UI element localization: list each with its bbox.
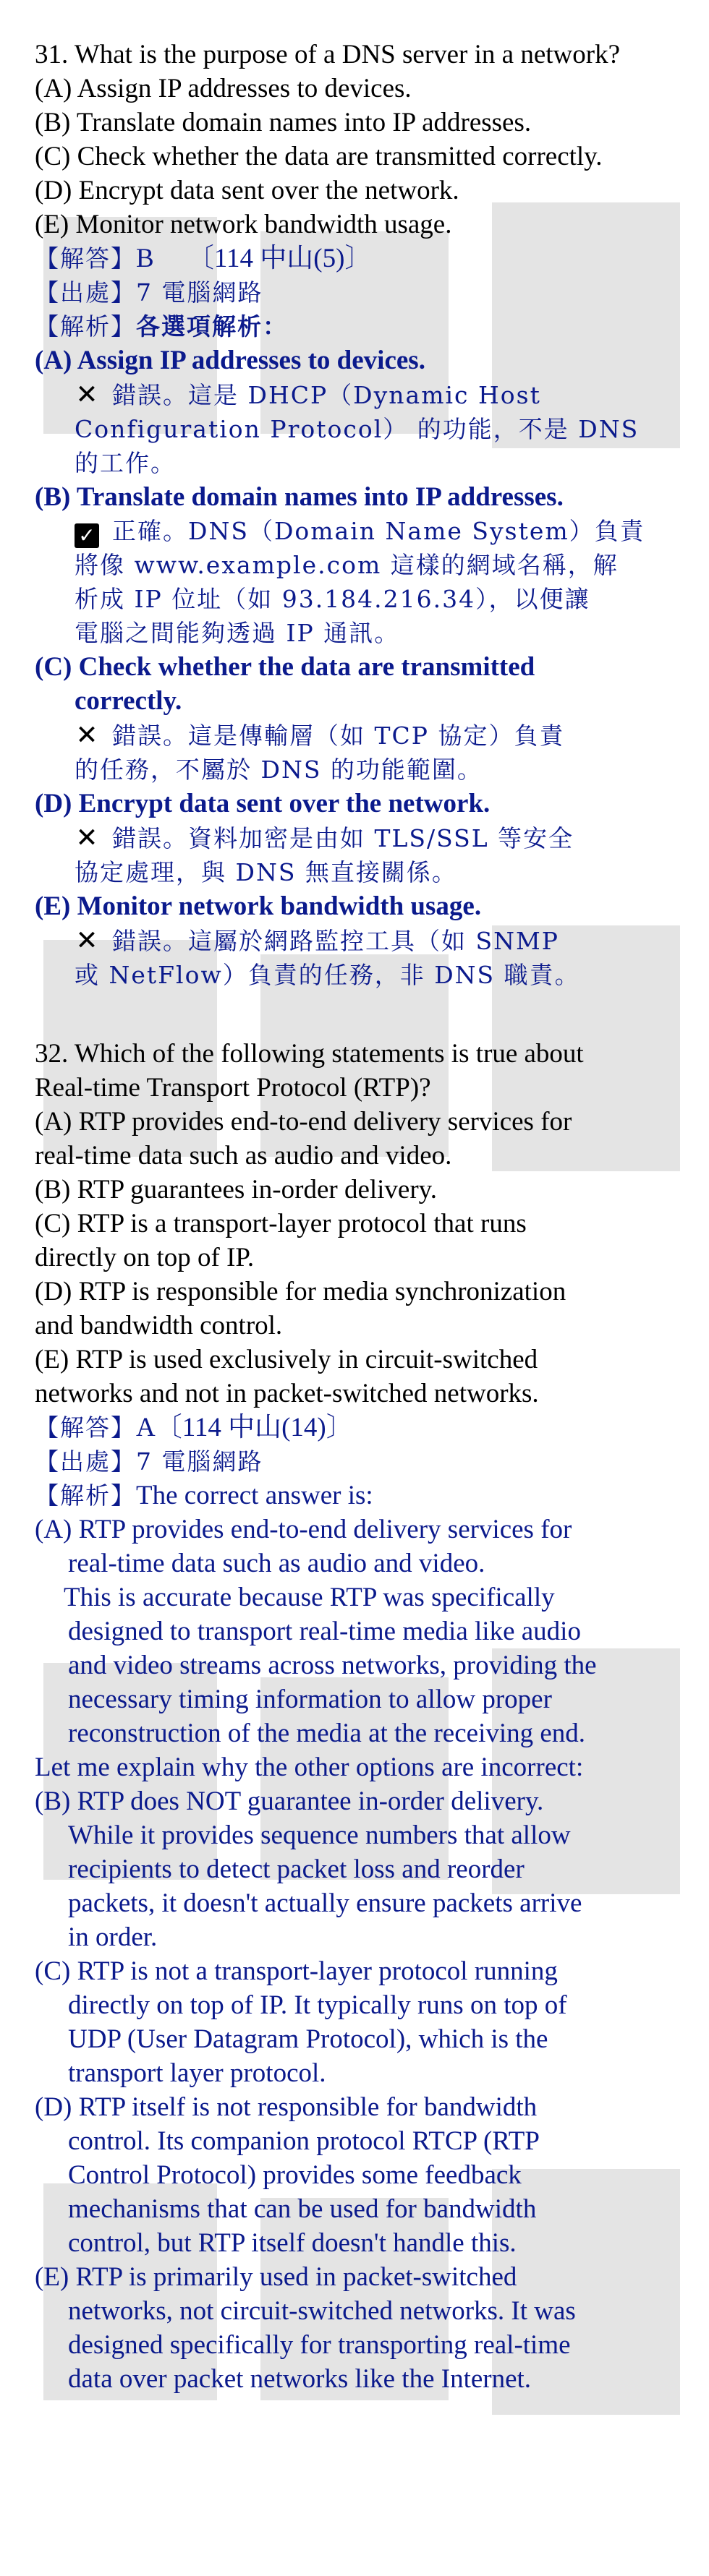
explain-line: control, but RTP itself doesn't handle this. [68, 2228, 517, 2258]
explain-line: (A) RTP provides end-to-end delivery services for [35, 1515, 572, 1544]
explain-block-b [35, 1784, 695, 1954]
explain-heading-b: (B) Translate domain names into IP addresses. [35, 482, 564, 512]
cross-icon: ✕ [75, 379, 98, 410]
answer-tag: 【解答】 [35, 1413, 136, 1442]
analysis-line [35, 309, 695, 343]
source-line [35, 275, 695, 309]
answer-value: A〔114 中山(14)〕 [136, 1413, 353, 1442]
explain-line: ✕ 錯誤。這屬於網路監控工具（如 SNMP [75, 925, 559, 956]
explain-line: mechanisms that can be used for bandwidth [68, 2194, 537, 2224]
explain-line: directly on top of IP. It typically runs on top of [68, 1990, 567, 2020]
answer-line [35, 1411, 695, 1445]
answer-line [35, 241, 695, 275]
option-b: (B) Translate domain names into IP addresses. [35, 108, 532, 137]
explain-line: designed to transport real-time media like audio [68, 1617, 581, 1646]
explain-line: networks, not circuit-switched networks. It was [68, 2296, 576, 2326]
explain-heading-e: (E) Monitor network bandwidth usage. [35, 891, 482, 921]
answer-value: B 〔114 中山(5)〕 [136, 244, 372, 273]
explain-heading-d: (D) Encrypt data sent over the network. [35, 789, 491, 818]
explain-line: Configuration Protocol） 的功能，不是 DNS [75, 415, 640, 443]
option-d: (D) RTP is responsible for media synchronization [35, 1277, 566, 1306]
analysis-tag: 【解析】 [35, 312, 136, 341]
option-c: (C) Check whether the data are transmitted correctly. [35, 142, 603, 171]
option-c-cont: directly on top of IP. [35, 1243, 255, 1272]
explain-line: Control Protocol) provides some feedback [68, 2160, 522, 2190]
intro-other: Let me explain why the other options are incorrect: [35, 1753, 584, 1782]
option-c: (C) RTP is a transport-layer protocol that runs [35, 1209, 527, 1238]
option-d: (D) Encrypt data sent over the network. [35, 176, 459, 205]
explain-block-c [35, 1954, 695, 2090]
option-a: (A) Assign IP addresses to devices. [35, 74, 412, 103]
explain-line: ✕ 錯誤。資料加密是由如 TLS/SSL 等安全 [75, 822, 574, 853]
cross-icon: ✕ [75, 822, 98, 853]
analysis-value: 各選項解析： [136, 312, 288, 341]
question-31 [35, 38, 695, 992]
explain-line: 協定處理，與 DNS 無直接關係。 [75, 858, 457, 886]
check-icon: ✓ [75, 523, 99, 548]
option-e: (E) RTP is used exclusively in circuit-switched [35, 1345, 538, 1374]
option-d-cont: and bandwidth control. [35, 1311, 283, 1340]
analysis-tag: 【解析】 [35, 1481, 136, 1510]
explain-line: ✓ 正確。DNS（Domain Name System）負責 [35, 514, 695, 548]
explain-block-e [35, 2260, 695, 2396]
explain-heading-a: (A) Assign IP addresses to devices. [35, 346, 425, 375]
cross-icon: ✕ [75, 719, 98, 750]
explain-line: and video streams across networks, providing the [68, 1651, 597, 1680]
explain-line: 的任務，不屬於 DNS 的功能範圍。 [75, 756, 483, 784]
analysis-line [35, 1479, 695, 1512]
explain-heading-c: (C) Check whether the data are transmitted [35, 652, 535, 682]
source-tag: 【出處】 [35, 278, 136, 307]
analysis-value: The correct answer is: [136, 1481, 373, 1510]
explain-heading-c-cont: correctly. [75, 686, 182, 716]
explain-line: 析成 IP 位址（如 93.184.216.34），以便讓 [75, 585, 590, 613]
explain-line: 的工作。 [75, 449, 176, 477]
cross-icon: ✕ [75, 925, 98, 956]
explain-line: necessary timing information to allow proper [68, 1685, 552, 1714]
question-32 [35, 1037, 695, 2396]
option-a: (A) RTP provides end-to-end delivery services for [35, 1107, 572, 1137]
explain-block-d [35, 2090, 695, 2260]
explain-line: ✕ 錯誤。這是傳輸層（如 TCP 協定）負責 [75, 719, 565, 750]
option-a-cont: real-time data such as audio and video. [35, 1141, 452, 1171]
explain-line: 電腦之間能夠透過 IP 通訊。 [75, 619, 400, 647]
explain-line: 或 NetFlow）負責的任務，非 DNS 職責。 [75, 961, 580, 989]
question-text: Real-time Transport Protocol (RTP)? [35, 1073, 431, 1103]
option-e-cont: networks and not in packet-switched networks. [35, 1379, 539, 1408]
explain-line: (E) RTP is primarily used in packet-switched [35, 2262, 517, 2292]
source-line [35, 1445, 695, 1479]
source-value: 7 電腦網路 [136, 1447, 263, 1476]
explain-line: control. Its companion protocol RTCP (RTP [68, 2126, 540, 2156]
explain-block-a [35, 1512, 695, 1750]
explain-line: designed specifically for transporting real-time [68, 2330, 571, 2360]
explain-line: (D) RTP itself is not responsible for bandwidth [35, 2092, 538, 2122]
question-text: 32. Which of the following statements is true about [35, 1039, 584, 1069]
explain-line: This is accurate because RTP was specifically [64, 1583, 555, 1612]
explain-line: data over packet networks like the Internet. [68, 2364, 532, 2394]
explain-line: in order. [68, 1922, 158, 1952]
explain-line: reconstruction of the media at the receiving end. [68, 1719, 586, 1748]
explain-line: packets, it doesn't actually ensure packets arrive [68, 1888, 582, 1918]
explain-line: real-time data such as audio and video. [68, 1549, 485, 1578]
explain-line: While it provides sequence numbers that allow [68, 1820, 571, 1850]
explain-line: (C) RTP is not a transport-layer protocol running [35, 1956, 558, 1986]
explain-line: 將像 www.example.com 這樣的網域名稱，解 [75, 551, 619, 579]
source-tag: 【出處】 [35, 1447, 136, 1476]
option-b: (B) RTP guarantees in-order delivery. [35, 1175, 438, 1204]
option-e: (E) Monitor network bandwidth usage. [35, 210, 452, 239]
explain-line: UDP (User Datagram Protocol), which is the [68, 2024, 548, 2054]
explain-line: ✕ 錯誤。這是 DHCP（Dynamic Host [75, 379, 541, 410]
question-text: 31. What is the purpose of a DNS server in a network? [35, 40, 620, 69]
explain-line: transport layer protocol. [68, 2058, 326, 2088]
explain-line: recipients to detect packet loss and reorder [68, 1854, 525, 1884]
explain-line: (B) RTP does NOT guarantee in-order delivery. [35, 1786, 544, 1816]
source-value: 7 電腦網路 [136, 278, 263, 307]
answer-tag: 【解答】 [35, 244, 136, 273]
